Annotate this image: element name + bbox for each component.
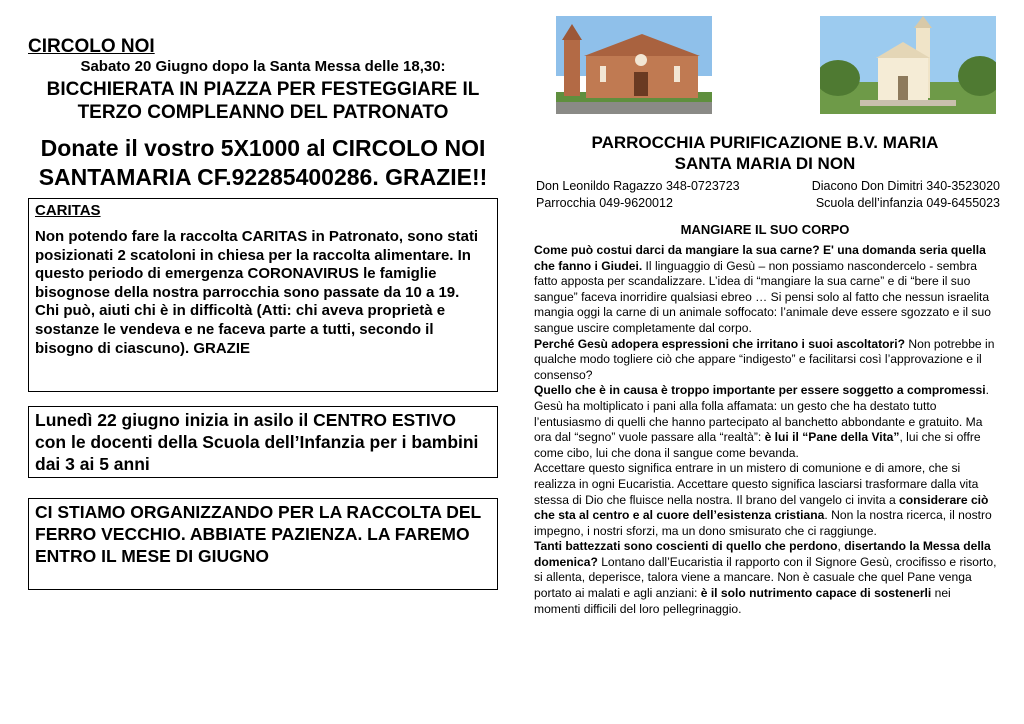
donate-5x1000: Donate il vostro 5X1000 al CIRCOLO NOI SANTAMARIA CF.92285400286. GRAZIE!! bbox=[38, 135, 488, 190]
circolo-title: CIRCOLO NOI bbox=[28, 36, 155, 57]
contact-school: Scuola dell’infanzia 049-6455023 bbox=[815, 196, 1000, 210]
church-photo-brick bbox=[556, 16, 712, 114]
article-text: Lontano dall’Eucaristia il rapporto con il Signore Gesù, crocifisso e risorto, si allenta, deperisce, talora viene a mancare. Non è casuale che quel Pane venga portato ai malati e agli anziani: bbox=[534, 554, 997, 601]
article-text: Accettare questo significa entrare in un mistero di comunione e di amore, che si realizza in ogni Eucaristia. Accettare questo significa lasciarsi trasformare dalla vita stessa di Dio che fluisce nella nostra. Il brano del vangelo ci invita a bbox=[534, 461, 979, 507]
centro-estivo-text: Lunedì 22 giugno inizia in asilo il CENTRO ESTIVO con le docenti della Scuola dell’Infanzia per i bambini dai 3 ai 5 anni bbox=[35, 410, 479, 474]
article-text: . Non la nostra ricerca, il nostro impegno, i nostri sforzi, ma un dono smisurato che ci raggiunge. bbox=[534, 508, 992, 538]
article-text: . Gesù ha moltiplicato i pani alla folla affamata: un gesto che ha destato tutto l’entusiasmo di quelli che hanno partecipato al banchetto abbondante e gratuito. Ma ora dal “segno” vuole passare alla “realtà”: bbox=[534, 383, 990, 445]
caritas-title: CARITAS bbox=[35, 202, 101, 219]
article-bold: disertando la Messa della domenica? bbox=[534, 539, 991, 569]
circolo-subtitle: Sabato 20 Giugno dopo la Santa Messa delle 18,30: bbox=[80, 58, 446, 75]
section-title: MANGIARE IL SUO CORPO bbox=[680, 222, 850, 237]
parish-name-line1: PARROCCHIA PURIFICAZIONE B.V. MARIA bbox=[591, 133, 939, 152]
contact-row bbox=[530, 178, 1000, 195]
article-bold: Quello che è in causa è troppo importante per essere soggetto a compromessi bbox=[534, 383, 986, 398]
contact-deacon: Diacono Don Dimitri 340-3523020 bbox=[811, 179, 1000, 193]
circolo-headline: BICCHIERATA IN PIAZZA PER FESTEGGIARE IL TERZO COMPLEANNO DEL PATRONATO bbox=[46, 79, 480, 123]
church-photo-white bbox=[820, 16, 996, 114]
article-bold: Perché Gesù adopera espressioni che irritano i suoi ascoltatori? bbox=[534, 336, 905, 351]
contact-parish: Parrocchia 049-9620012 bbox=[536, 196, 673, 210]
article-bold: Tanti battezzati sono coscienti di quello che perdono bbox=[534, 539, 838, 554]
article-text: , bbox=[837, 539, 845, 554]
article-bold: è lui il “Pane della Vita” bbox=[764, 430, 900, 445]
parish-name bbox=[530, 132, 1000, 174]
ferro-vecchio-box bbox=[28, 498, 498, 590]
article-bold: è il solo nutrimento capace di sostenerli bbox=[700, 586, 932, 601]
right-column bbox=[530, 16, 1000, 617]
article-body bbox=[530, 243, 1000, 617]
centro-estivo-box bbox=[28, 406, 498, 478]
contacts bbox=[530, 178, 1000, 212]
article-text: Non potrebbe in qualche modo togliere ciò che appare “indigesto” e facilitarsi così l’approvazione e il consenso? bbox=[534, 336, 995, 382]
contact-row bbox=[530, 195, 1000, 212]
left-column bbox=[28, 36, 498, 590]
article-text: nei momenti difficili del loro pellegrinaggio. bbox=[534, 586, 951, 616]
contact-priest: Don Leonildo Ragazzo 348-0723723 bbox=[536, 179, 740, 193]
parish-name-line2: SANTA MARIA DI NON bbox=[674, 154, 856, 173]
ferro-vecchio-text: CI STIAMO ORGANIZZANDO PER LA RACCOLTA DEL FERRO VECCHIO. ABBIATE PAZIENZA. LA FAREMO ENTRO IL MESE DI GIUGNO bbox=[35, 502, 481, 566]
article-text: Il linguaggio di Gesù – non possiamo nascondercelo - sembra fatto apposta per scandalizzare. L’idea di “mangiare la sua carne” e di “bere il suo sangue” faceva inorridire qualsiasi ebreo … Si pensi solo al fatto che nessun israelita mangia oggi la carne di un animale soffocato: l’animale deve essere sgozzato e il suo sangue uscire completamente dal corpo. bbox=[534, 258, 991, 335]
article-text: , lui che si offre come cibo, lui che dona il sangue come bevanda. bbox=[534, 430, 981, 460]
caritas-body-text-2: Chi può, aiuti chi è in difficoltà (Atti: chi aveva proprietà e sostanze le vendeva e ne faceva parte a tutti, secondo il bisogno di ciascuno). GRAZIE bbox=[35, 302, 446, 357]
caritas-body bbox=[35, 228, 491, 358]
article-bold: considerare ciò che sta al centro e al cuore dell’esistenza cristiana bbox=[534, 492, 989, 523]
caritas-body-text: Non potendo fare la raccolta CARITAS in Patronato, sono stati posizionati 2 scatoloni in chiesa per la raccolta alimentare. In questo periodo di emergenza CORONAVIRUS le famiglie bisognose della nostra parrocchia sono passate da 10 a 19. bbox=[35, 228, 479, 301]
caritas-box bbox=[28, 198, 498, 392]
article-bold: Come può costui darci da mangiare la sua carne? E' una domanda seria quella che fanno i Giudei. bbox=[534, 243, 986, 273]
church-photos bbox=[530, 16, 1000, 116]
